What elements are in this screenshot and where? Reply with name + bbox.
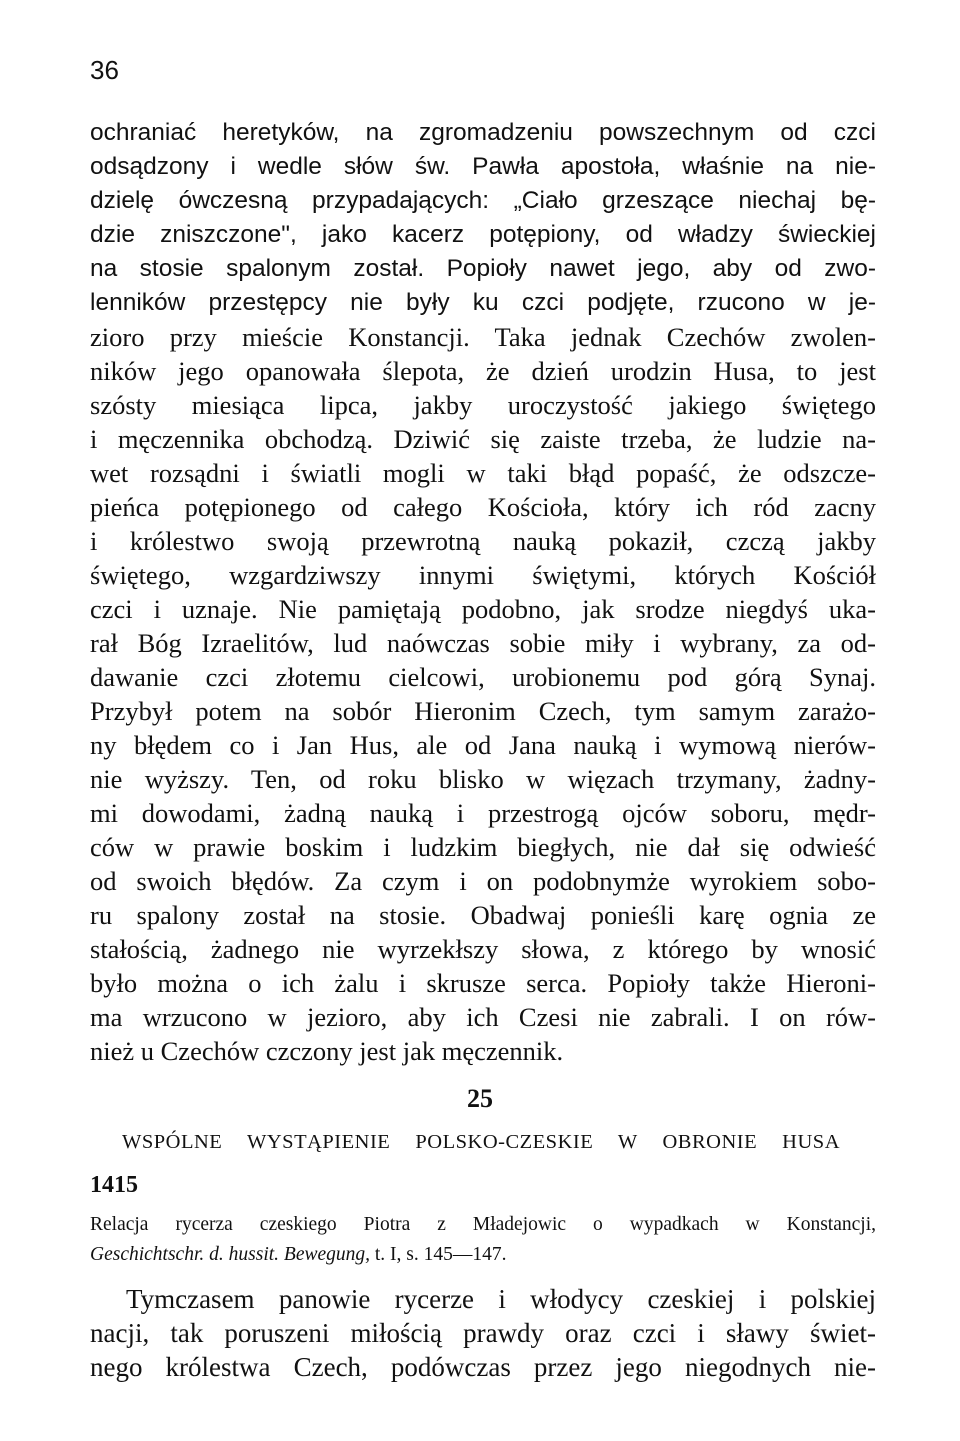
- text-line: ników jego opanowała ślepota, że dzień urodzin Husa, to jest: [90, 356, 876, 386]
- text-line: dawanie czci złotemu cielcowi, urobionemu pod górą Synaj.: [90, 662, 876, 692]
- source-title: Geschichtschr. d. hussit. Bewegung,: [90, 1244, 371, 1265]
- text-line: czci i uznaje. Nie pamiętają podobno, jak srodze niegdyś uka-: [90, 594, 876, 624]
- text-line: odsądzony i wedle słów św. Pawła apostoła, właśnie na nie-: [90, 153, 876, 180]
- text-line: stałością, żadnego nie wyrzekłszy słowa, z którego by wnosić: [90, 934, 876, 964]
- source-line: Relacja rycerza czeskiego Piotra z Mładejowic o wypadkach w Konstancji,: [90, 1214, 876, 1235]
- source-note: [90, 1210, 876, 1270]
- text-line: dzielę ówczesną przypadających: „Ciało grzeszące niechaj bę-: [90, 187, 876, 214]
- text-line: rał Bóg Izraelitów, lud naówczas sobie miły i wybrany, za od-: [90, 628, 876, 658]
- text-line: ny błędem co i Jan Hus, ale od Jana nauką i wymową nierów-: [90, 730, 876, 760]
- source-pages: t. I, s. 145—147.: [370, 1244, 507, 1265]
- text-line: lenników przestępcy nie były ku czci podjęte, rzucono w je-: [90, 289, 876, 316]
- document-text: [90, 1282, 876, 1384]
- text-line: nie wyższy. Ten, od roku blisko w więzach trzymany, żadny-: [90, 764, 876, 794]
- text-line: świętego, wzgardziwszy innymi świętymi, których Kościół: [90, 560, 876, 590]
- text-line: ców w prawie boskim i ludzkim biegłych, nie dał się odwieść: [90, 832, 876, 862]
- text-line: nego królestwa Czech, podówczas przez jego niegodnych nie-: [90, 1352, 876, 1382]
- text-line: mi dowodami, żadną nauką i przestrogą ojców soboru, mędr-: [90, 798, 876, 828]
- text-line: pieńca potępionego od całego Kościoła, który ich ród zacny: [90, 492, 876, 522]
- text-line: nacji, tak poruszeni miłością prawdy oraz czci i sławy świet-: [90, 1318, 876, 1348]
- text-line: wet rozsądni i światli mogli w taki błąd popaść, że odszcze-: [90, 458, 876, 488]
- text-line: było można o ich żalu i skrusze serca. Popioły także Hieroni-: [90, 968, 876, 998]
- text-line: nież u Czechów czczony jest jak męczennik.: [90, 1036, 564, 1066]
- continued-text: [90, 116, 876, 1068]
- text-line: Tymczasem panowie rycerze i włodycy czeskiej i polskiej: [126, 1284, 876, 1314]
- document-title: WSPÓLNE WYSTĄPIENIE POLSKO-CZESKIE W OBRONIE HUSA: [122, 1131, 840, 1153]
- page-number: 36: [90, 55, 119, 85]
- text-line: szósty miesiąca lipca, jakby uroczystość jakiego świętego: [90, 390, 876, 420]
- text-line: ochraniać heretyków, na zgromadzeniu powszechnym od czci: [90, 119, 876, 146]
- text-line: od swoich błędów. Za czym i on podobnymże wyrokiem sobo-: [90, 866, 876, 896]
- text-line: ma wrzucono w jezioro, aby ich Czesi nie zabrali. I on rów-: [90, 1002, 876, 1032]
- text-line: dzie zniszczone", jako kacerz potępiony, od władzy świeckiej: [90, 221, 876, 248]
- text-line: i królestwo swoją przewrotną nauką pokaził, czczą jakby: [90, 526, 876, 556]
- text-line: i męczennika obchodzą. Dziwić się zaiste trzeba, że ludzie na-: [90, 424, 876, 454]
- text-line: zioro przy mieście Konstancji. Taka jednak Czechów zwolen-: [90, 322, 876, 352]
- document-number: 25: [467, 1084, 493, 1113]
- document-year: 1415: [90, 1172, 138, 1198]
- text-line: ru spalony został na stosie. Obadwaj ponieśli karę ognia ze: [90, 900, 876, 930]
- text-line: Przybył potem na sobór Hieronim Czech, tym samym zarażo-: [90, 696, 876, 726]
- source-line: [90, 1240, 690, 1270]
- text-line: na stosie spalonym został. Popioły nawet jego, aby od zwo-: [90, 255, 876, 282]
